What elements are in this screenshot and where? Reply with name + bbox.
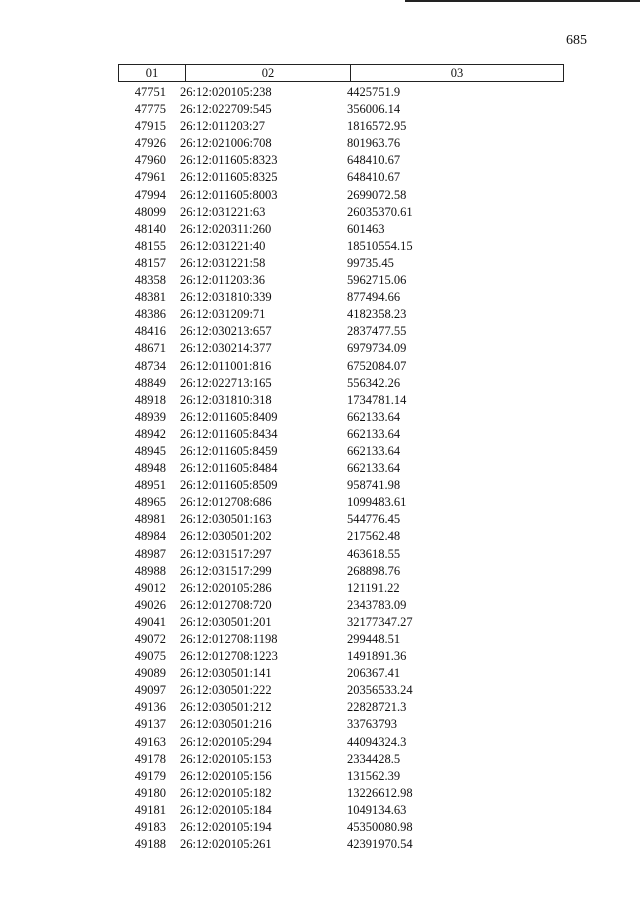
cell-value: 1491891.36	[347, 649, 407, 664]
cell-number: 49026	[134, 597, 166, 612]
column-header-02: 02	[186, 65, 351, 81]
cell-cadastral-number: 26:12:031221:58	[180, 255, 266, 270]
table-row	[118, 785, 564, 802]
cell-cadastral-number: 26:12:011605:8325	[180, 170, 278, 185]
cell-value: 206367.41	[347, 666, 401, 681]
cell-number: 48981	[134, 512, 166, 527]
table-row	[118, 118, 564, 135]
cell-number: 48939	[134, 409, 166, 424]
cell-value: 32177347.27	[347, 614, 413, 629]
table-row	[118, 409, 564, 426]
cell-number: 49089	[134, 666, 166, 681]
cell-number: 48988	[134, 563, 166, 578]
cell-value: 556342.26	[347, 375, 401, 390]
cell-cadastral-number: 26:12:012708:720	[180, 597, 272, 612]
cell-value: 2334428.5	[347, 751, 401, 766]
table-row	[118, 169, 564, 186]
cell-value: 44094324.3	[347, 734, 407, 749]
table-row	[118, 614, 564, 631]
top-rule	[405, 0, 640, 2]
cell-value: 958741.98	[347, 478, 401, 493]
cell-value: 26035370.61	[347, 204, 413, 219]
table-row	[118, 272, 564, 289]
table-row	[118, 597, 564, 614]
cell-cadastral-number: 26:12:011605:8459	[180, 443, 278, 458]
cell-cadastral-number: 26:12:012708:1198	[180, 632, 278, 646]
table-row	[118, 289, 564, 306]
table-row	[118, 494, 564, 511]
cell-number: 48984	[134, 529, 166, 544]
cell-value: 13226612.98	[347, 785, 413, 800]
cell-value: 1816572.95	[347, 119, 407, 134]
cell-number: 48734	[134, 358, 166, 373]
table-row	[118, 221, 564, 238]
table-row	[118, 392, 564, 409]
cell-cadastral-number: 26:12:020105:286	[180, 580, 272, 595]
cell-number: 47994	[134, 187, 166, 202]
cell-cadastral-number: 26:12:030501:201	[180, 614, 272, 629]
cell-value: 648410.67	[347, 170, 401, 185]
table-row	[118, 135, 564, 152]
cell-cadastral-number: 26:12:030501:212	[180, 700, 272, 715]
cell-number: 49041	[134, 614, 166, 629]
cell-value: 6752084.07	[347, 358, 407, 373]
cell-number: 49179	[134, 768, 166, 783]
cell-cadastral-number: 26:12:012708:1223	[180, 649, 278, 664]
cell-cadastral-number: 26:12:031221:63	[180, 204, 266, 219]
table-row	[118, 323, 564, 340]
cell-value: 131562.39	[347, 768, 401, 783]
cell-number: 47775	[134, 102, 166, 117]
cell-number: 48918	[134, 392, 166, 407]
page-number: 685	[566, 33, 587, 48]
cell-cadastral-number: 26:12:031810:339	[180, 290, 272, 305]
cell-cadastral-number: 26:12:011605:8003	[180, 187, 278, 202]
table-row	[118, 238, 564, 255]
column-header-01: 01	[119, 65, 186, 81]
cell-value: 662133.64	[347, 443, 401, 458]
cell-number: 47961	[134, 170, 166, 185]
cell-cadastral-number: 26:12:031221:40	[180, 238, 266, 253]
cell-cadastral-number: 26:12:020105:238	[180, 85, 272, 99]
table-row	[118, 546, 564, 563]
cell-value: 463618.55	[347, 546, 401, 561]
table-row	[118, 563, 564, 580]
cell-number: 48849	[134, 375, 166, 390]
table-row	[118, 682, 564, 699]
cell-number: 49188	[134, 837, 166, 852]
cell-cadastral-number: 26:12:020105:194	[180, 820, 272, 835]
cell-value: 544776.45	[347, 512, 401, 527]
table-row	[118, 716, 564, 733]
column-header-03: 03	[450, 66, 464, 80]
cell-number: 48942	[134, 426, 166, 441]
cell-value: 1049134.63	[347, 802, 407, 817]
cell-number: 49163	[134, 734, 166, 749]
cell-value: 4182358.23	[347, 307, 407, 322]
table-row	[118, 460, 564, 477]
table-row	[118, 358, 564, 375]
cell-value: 268898.76	[347, 563, 401, 578]
cell-value: 299448.51	[347, 632, 401, 646]
cell-number: 49097	[134, 683, 166, 698]
cell-number: 48157	[134, 255, 166, 270]
cell-number: 49137	[134, 717, 166, 732]
cell-cadastral-number: 26:12:020105:184	[180, 802, 272, 817]
cell-number: 48155	[134, 238, 166, 253]
cell-value: 99735.45	[347, 255, 394, 270]
cell-value: 1734781.14	[347, 392, 407, 407]
cell-number: 48381	[134, 290, 166, 305]
table-row	[118, 511, 564, 528]
cell-value: 801963.76	[347, 136, 401, 151]
cell-cadastral-number: 26:12:011605:8509	[180, 478, 278, 493]
cell-cadastral-number: 26:12:031209:71	[180, 307, 266, 322]
cell-value: 121191.22	[347, 580, 400, 595]
table-row	[118, 340, 564, 357]
cell-cadastral-number: 26:12:020105:156	[180, 768, 272, 783]
cell-value: 662133.64	[347, 461, 401, 476]
cell-number: 47915	[134, 119, 166, 134]
cell-number: 47926	[134, 136, 166, 151]
cell-cadastral-number: 26:12:011605:8484	[180, 461, 278, 476]
cell-cadastral-number: 26:12:020105:261	[180, 837, 272, 852]
cell-value: 45350080.98	[347, 820, 413, 835]
cell-cadastral-number: 26:12:011203:36	[180, 273, 265, 288]
cell-value: 42391970.54	[347, 837, 413, 852]
cell-number: 49178	[134, 751, 166, 766]
table-row	[118, 580, 564, 597]
cell-cadastral-number: 26:12:020311:260	[180, 221, 272, 236]
table-row	[118, 648, 564, 665]
table-row	[118, 528, 564, 545]
table-row	[118, 819, 564, 836]
cell-cadastral-number: 26:12:030501:202	[180, 529, 272, 544]
cell-cadastral-number: 26:12:030501:222	[180, 683, 272, 698]
cell-cadastral-number: 26:12:020105:182	[180, 785, 272, 800]
table-row	[118, 699, 564, 716]
cell-value: 356006.14	[347, 102, 401, 117]
cell-cadastral-number: 26:12:030501:216	[180, 717, 272, 732]
cell-value: 33763793	[347, 717, 397, 732]
table-row	[118, 187, 564, 204]
cell-number: 48945	[134, 443, 166, 458]
cell-value: 18510554.15	[347, 238, 413, 253]
cell-value: 4425751.9	[347, 85, 401, 99]
table-row	[118, 84, 564, 101]
cell-cadastral-number: 26:12:031810:318	[180, 392, 272, 407]
cell-cadastral-number: 26:12:031517:299	[180, 563, 272, 578]
cell-number: 48965	[134, 495, 166, 510]
cell-cadastral-number: 26:12:012708:686	[180, 495, 272, 510]
cell-value: 20356533.24	[347, 683, 413, 698]
cell-number: 48386	[134, 307, 166, 322]
cell-number: 48099	[134, 204, 166, 219]
table-row	[118, 426, 564, 443]
cell-cadastral-number: 26:12:021006:708	[180, 136, 272, 151]
cell-value: 5962715.06	[347, 273, 407, 288]
cell-value: 2343783.09	[347, 597, 407, 612]
cell-number: 49180	[134, 785, 166, 800]
cell-value: 648410.67	[347, 153, 401, 168]
cell-number: 49012	[134, 580, 166, 595]
table-row	[118, 665, 564, 682]
cell-number: 49183	[134, 820, 166, 835]
cell-number: 49072	[134, 632, 166, 646]
cell-value: 662133.64	[347, 426, 401, 441]
cell-number: 48140	[134, 221, 166, 236]
table-row	[118, 152, 564, 169]
cell-cadastral-number: 26:12:020105:294	[180, 734, 272, 749]
table-row	[118, 306, 564, 323]
cell-number: 48987	[134, 546, 166, 561]
table-row	[118, 631, 564, 648]
cell-value: 662133.64	[347, 409, 401, 424]
cell-cadastral-number: 26:12:011605:8434	[180, 426, 278, 441]
cell-value: 877494.66	[347, 290, 401, 305]
cell-number: 48948	[134, 461, 166, 476]
cell-value: 1099483.61	[347, 495, 407, 510]
cell-cadastral-number: 26:12:030501:163	[180, 512, 272, 527]
cell-cadastral-number: 26:12:030214:377	[180, 341, 272, 356]
cell-number: 48671	[134, 341, 166, 356]
cell-value: 2837477.55	[347, 324, 407, 339]
cell-number: 49181	[134, 802, 166, 817]
cell-cadastral-number: 26:12:022713:165	[180, 375, 272, 390]
table-row	[118, 751, 564, 768]
cell-value: 6979734.09	[347, 341, 407, 356]
cell-cadastral-number: 26:12:020105:153	[180, 751, 272, 766]
cell-cadastral-number: 26:12:011605:8409	[180, 409, 278, 424]
cell-number: 49075	[134, 649, 166, 664]
cell-number: 48358	[134, 273, 166, 288]
table-row	[118, 375, 564, 392]
cell-cadastral-number: 26:12:011203:27	[180, 119, 265, 134]
cell-cadastral-number: 26:12:031517:297	[180, 546, 272, 561]
table-row	[118, 734, 564, 751]
cell-cadastral-number: 26:12:022709:545	[180, 102, 272, 117]
table-body	[118, 84, 564, 853]
cell-value: 22828721.3	[347, 700, 407, 715]
table-header	[118, 64, 564, 82]
table-row	[118, 802, 564, 819]
table-row	[118, 768, 564, 785]
cell-cadastral-number: 26:12:030213:657	[180, 324, 272, 339]
table-row	[118, 101, 564, 118]
table-row	[118, 836, 564, 853]
cell-cadastral-number: 26:12:011001:816	[180, 358, 272, 373]
cell-number: 48416	[134, 324, 166, 339]
table-row	[118, 477, 564, 494]
cell-value: 601463	[347, 221, 385, 236]
table-row	[118, 255, 564, 272]
table-row	[118, 204, 564, 221]
cell-number: 47960	[134, 153, 166, 168]
cell-cadastral-number: 26:12:011605:8323	[180, 153, 278, 168]
cell-number: 48951	[134, 478, 166, 493]
cell-value: 2699072.58	[347, 187, 407, 202]
table-row	[118, 443, 564, 460]
cell-value: 217562.48	[347, 529, 401, 544]
cell-cadastral-number: 26:12:030501:141	[180, 666, 272, 681]
cell-number: 49136	[134, 700, 166, 715]
cell-number: 47751	[134, 85, 166, 99]
